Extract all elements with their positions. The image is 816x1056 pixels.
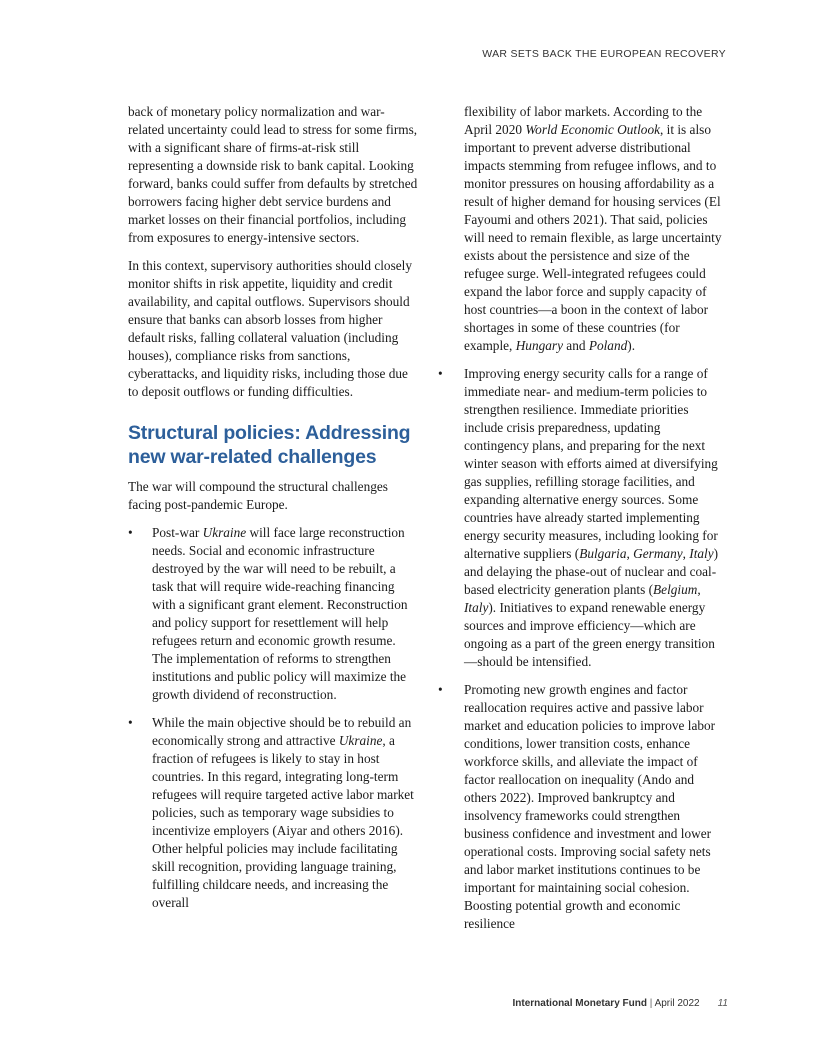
section-intro: The war will compound the structural challenges facing post-pandemic Europe. [128, 479, 388, 512]
bullet-item: • Post-war Ukraine will face large reconstruction needs. Social and economic infrastructure destroyed by the war will need to be rebuilt, a task that will require wide-reaching financing with a significant grant element. Reconstruction and policy support for resettlement will help refugees return and economic growth resume. The implementation of reforms to strengthen institutions and public policy will maximize the growth dividend of reconstruction. [128, 524, 418, 704]
country-name: Bulgaria [579, 546, 627, 561]
bullet-item: • Promoting new growth engines and factor reallocation requires active and passive labor market and education policies to improve labor conditions, lower transition costs, enhance workforce skills, and alleviate the impact of factor reallocation on inequality (Ando and others 2022). Improved bankruptcy and insolvency frameworks could strengthen business confidence and investment and lower operational costs. Improving social safety nets and labor market institutions continues to be important for maintaining social cohesion. Boosting potential growth and economic resilience [438, 681, 728, 933]
paragraph: In this context, supervisory authorities should closely monitor shifts in risk appetite, liquidity and credit availability, and capital outflows. Supervisors should ensure that banks can absorb losses from higher default risks, falling collateral valuation (including houses), compliance risks from sanctions, cyberattacks, and liquidity risks, including those due to deposit outflows or funding difficulties. [128, 258, 412, 399]
bullet-item: • Improving energy security calls for a range of immediate near- and medium-term policies to strengthen resilience. Immediate priorities include crisis preparedness, updating contingency plans, and preparing for the next winter season with efforts aimed at diversifying gas supplies, refilling storage facilities, and expanding alternative energy sources. Some countries have already started implementing energy security measures, including looking for alternative suppliers (Bulgaria, Germany, Italy) and delaying the phase-out of nuclear and coal-based electricity generation plants (Belgium, Italy). Initiatives to expand renewable energy sources and improve efficiency—which are ongoing as a part of the green energy transition—should be intensified. [438, 365, 728, 671]
footer-organization: International Monetary Fund [512, 998, 647, 1009]
country-name: Ukraine [202, 525, 247, 540]
country-name: Italy [689, 546, 714, 561]
paragraph: back of monetary policy normalization and war-related uncertainty could lead to stress for some firms, with a significant share of firms-at-risk still representing a downside risk to bank capital. Looking forward, banks could suffer from defaults by stretched borrowers facing higher debt service burdens and market losses on their financial portfolios, including from exposures to energy-intensive sectors. [128, 104, 418, 245]
bullet-continuation: flexibility of labor markets. According to the April 2020 World Economic Outlook, it is also important to prevent adverse distributional impacts stemming from refugee inflows, and to monitor pressures on housing affordability as a result of higher demand for housing services (El Fayoumi and others 2021). That said, policies will need to remain flexible, as large uncertainty exists about the persistence and size of the refugee surge. Well-integrated refugees could expand the labor force and supply capacity of host countries—a boon in the context of labor shortages in some of these countries (for example, Hungary and Poland). [464, 104, 722, 353]
section-heading: Structural policies: Addressing new war-related challenges [128, 422, 411, 468]
right-column [438, 103, 728, 943]
bullet-list [438, 365, 728, 933]
country-name: Poland [588, 338, 628, 353]
page-number: 11 [717, 998, 728, 1009]
country-name: Belgium [653, 582, 698, 597]
country-name: Ukraine [338, 733, 383, 748]
page-footer [513, 998, 728, 1009]
bullet-list [128, 524, 418, 912]
country-name: Italy [464, 600, 489, 615]
footer-separator: | [646, 998, 655, 1009]
left-column [128, 103, 418, 922]
country-name: Hungary [515, 338, 563, 353]
country-name: Germany [633, 546, 683, 561]
running-header: WAR SETS BACK THE EUROPEAN RECOVERY [482, 48, 726, 60]
publication-title: World Economic Outlook [525, 122, 660, 137]
footer-date: April 2022 [654, 998, 700, 1009]
bullet-item: • While the main objective should be to rebuild an economically strong and attractive Ukraine, a fraction of refugees is likely to stay in host countries. In this regard, integrating long-term refugees will require targeted active labor market policies, such as temporary wage subsidies to incentivize employers (Aiyar and others 2016). Other helpful policies may include facilitating skill recognition, providing language training, fulfilling childcare needs, and increasing the overall [128, 714, 418, 912]
